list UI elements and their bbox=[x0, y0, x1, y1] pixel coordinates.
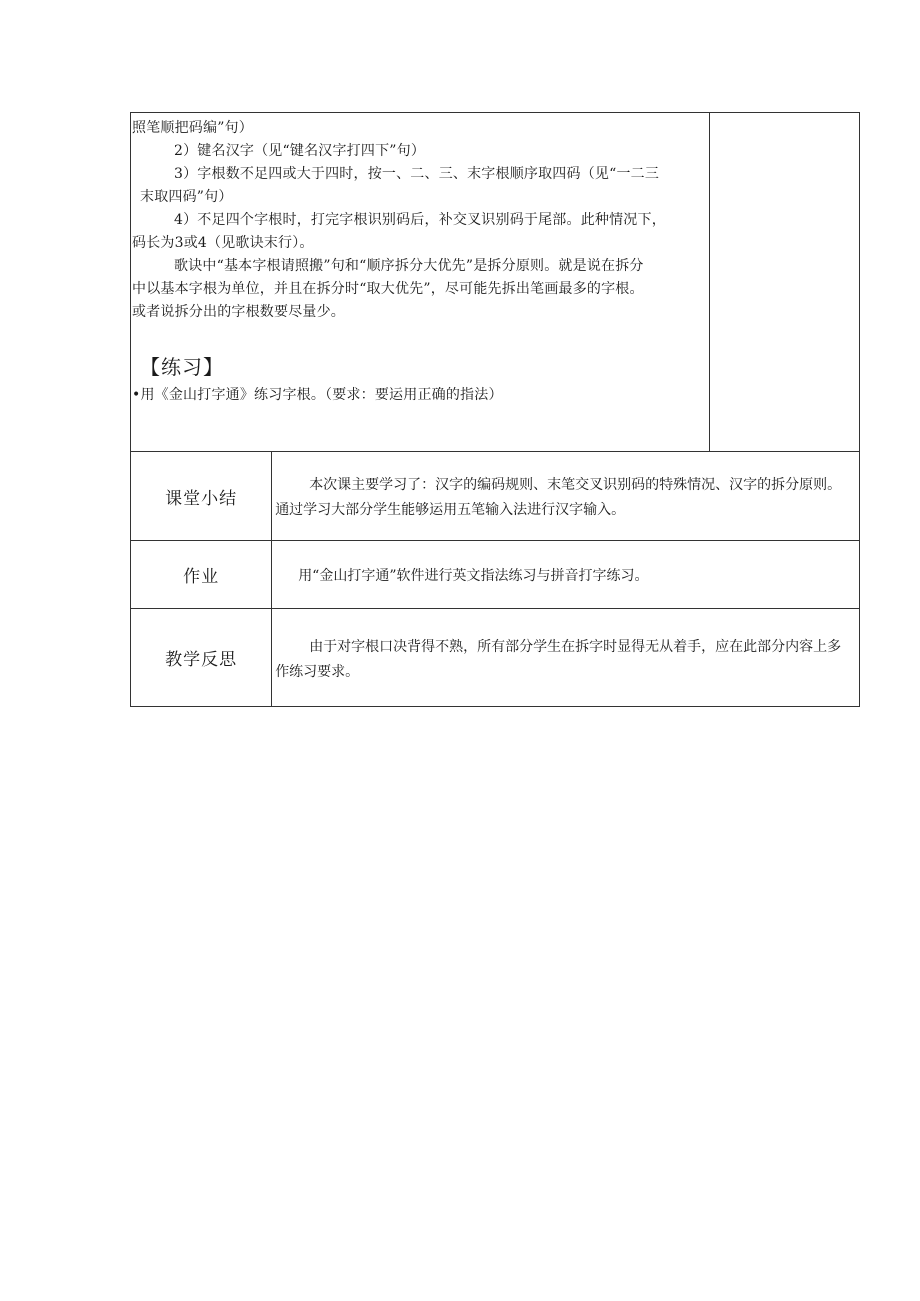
reflection-row bbox=[131, 609, 860, 707]
content-line: 末取四码”句） bbox=[140, 189, 233, 205]
practice-item: •用《金山打字通》练习字根。（要求：要运用正确的指法） bbox=[132, 387, 503, 403]
homework-label: 作业 bbox=[131, 541, 272, 609]
content-body bbox=[131, 113, 709, 407]
reflection-text: 由于对字根口决背得不熟，所有部分学生在拆字时显得无从着手，应在此部分内容上多作练习要求。 bbox=[275, 639, 842, 680]
summary-cell bbox=[272, 452, 860, 541]
content-line: 4）不足四个字根时，打完字根识别码后，补交叉识别码于尾部。此种情况下， bbox=[174, 212, 666, 228]
content-line: 中以基本字根为单位，并且在拆分时“取大优先”，尽可能先拆出笔画最多的字根。 bbox=[132, 281, 644, 297]
homework-row bbox=[131, 541, 860, 609]
content-row bbox=[131, 113, 860, 452]
summary-row bbox=[131, 452, 860, 541]
content-line: 码长为3或4（见歌诀末行）。 bbox=[132, 235, 314, 251]
content-line: 3）字根数不足四或大于四时，按一、二、三、末字根顺序取四码（见“一二三 bbox=[174, 166, 660, 182]
homework-cell bbox=[272, 541, 860, 609]
reflection-label: 教学反思 bbox=[131, 609, 272, 707]
reflection-cell bbox=[272, 609, 860, 707]
lesson-plan-table bbox=[130, 112, 860, 707]
content-line: 照笔顺把码编”句） bbox=[132, 120, 253, 136]
empty-cell bbox=[709, 113, 859, 452]
content-line: 或者说拆分出的字根数要尽量少。 bbox=[132, 304, 345, 320]
summary-label: 课堂小结 bbox=[131, 452, 272, 541]
summary-text: 本次课主要学习了：汉字的编码规则、末笔交叉识别码的特殊情况、汉字的拆分原则。通过学习大部分学生能够运用五笔输入法进行汉字输入。 bbox=[275, 477, 842, 518]
homework-text: 用“金山打字通”软件进行英文指法练习与拼音打字练习。 bbox=[298, 568, 649, 584]
content-line: 歌诀中“基本字根请照搬”句和“顺序拆分大优先”是拆分原则。就是说在拆分 bbox=[174, 258, 644, 274]
content-line: 2）键名汉字（见“键名汉字打四下”句） bbox=[174, 143, 426, 159]
practice-title: 【练习】 bbox=[140, 355, 224, 379]
content-cell bbox=[131, 113, 710, 452]
